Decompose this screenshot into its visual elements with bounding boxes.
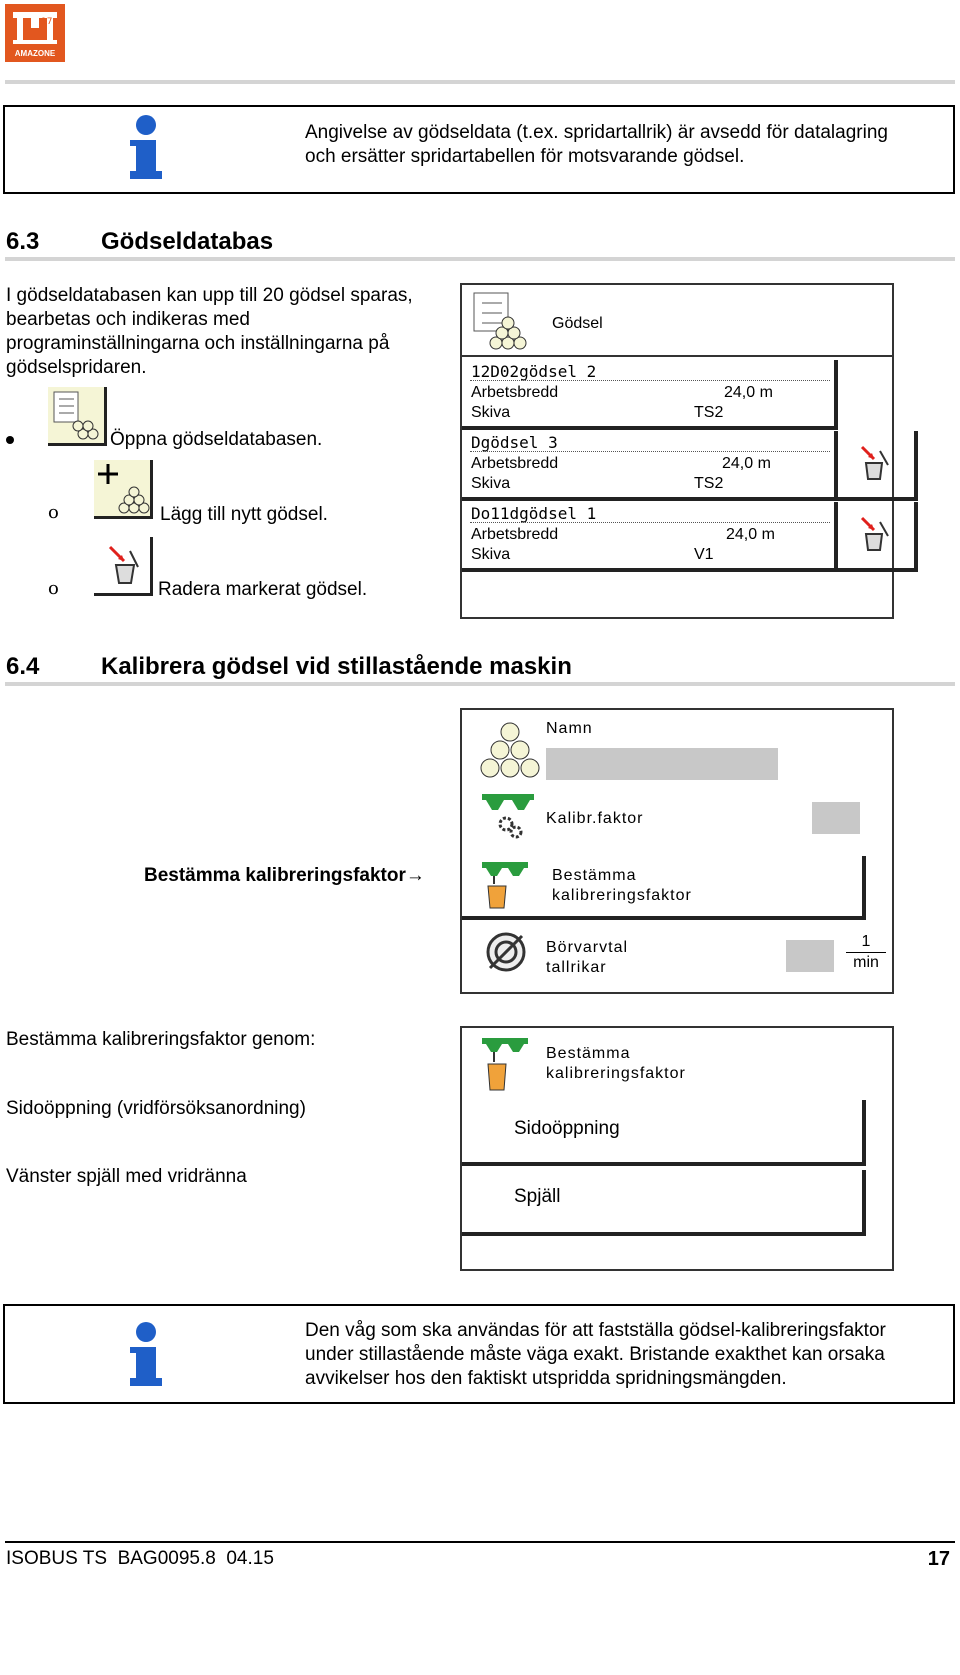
fertilizer-database-screen [460, 283, 894, 619]
fertilizer-icon [480, 718, 540, 780]
logo-text: AMAZONE [14, 49, 56, 58]
spreader-bucket-icon [480, 1034, 530, 1094]
footer-document-id: ISOBUS TS BAG0095.8 04.15 [6, 1548, 274, 1569]
name-field[interactable] [546, 748, 778, 780]
database-icon [468, 289, 538, 351]
section-rule-6-4 [5, 682, 955, 686]
svg-text:17: 17 [41, 17, 53, 27]
info-text-1: Angivelse av gödseldata (t.ex. spridartallrik) är avsedd för datalagring och ersätter spridartabellen för motsvarande gödsel. [305, 122, 888, 167]
delete-icon [858, 514, 898, 554]
disc-value: TS2 [694, 404, 724, 421]
info-icon [128, 1322, 164, 1388]
info-box-2 [3, 1304, 955, 1404]
width-value: 24,0 m [724, 384, 773, 401]
width-label: Arbetsbredd [471, 455, 559, 472]
section-heading-6-3: 6.3 Gödseldatabas [6, 228, 274, 255]
disc-speed-icon [484, 930, 528, 974]
method-intro: Bestämma kalibreringsfaktor genom: [6, 1029, 316, 1050]
header-rule [5, 80, 955, 84]
slide-label: Spjäll [514, 1186, 561, 1207]
add-fertilizer-icon [94, 460, 153, 519]
delete-fertilizer-label: Radera markerat gödsel. [158, 579, 368, 600]
section-heading-6-4: 6.4 Kalibrera gödsel vid stillastående maskin [6, 653, 572, 680]
width-label: Arbetsbredd [471, 384, 559, 401]
speed-line-2: tallrikar [546, 959, 607, 976]
amazone-logo [5, 4, 65, 62]
method-header-line-2: kalibreringsfaktor [546, 1065, 686, 1082]
calibration-factor-field[interactable] [812, 802, 860, 834]
page-number: 17 [927, 1548, 950, 1570]
calibration-screen [460, 708, 894, 994]
fertilizer-entry[interactable]: 12D02gödsel 2 Arbetsbredd 24,0 m Skiva TS2 [462, 360, 838, 430]
disc-label: Skiva [471, 546, 511, 563]
info-text-2: Den våg som ska användas för att fastställa gödsel-kalibreringsfaktor under stillastående måste väga exakt. Bristande exakthet kan orsaka avvikelser hos den faktiskt utspridda spridningsmängden. [305, 1320, 886, 1389]
method-header-line-1: Bestämma [546, 1045, 631, 1062]
disc-value: TS2 [694, 475, 724, 492]
delete-icon [858, 443, 898, 483]
determine-line-1: Bestämma [552, 867, 637, 884]
spreader-calibration-icon [480, 790, 536, 840]
open-database-label: Öppna gödseldatabasen. [110, 429, 323, 450]
width-value: 24,0 m [726, 526, 775, 543]
side-opening-button[interactable] [462, 1100, 866, 1166]
info-icon [128, 115, 164, 181]
delete-button[interactable] [838, 431, 918, 501]
sub-bullet: o [48, 578, 59, 599]
speed-unit: 1 min [846, 932, 886, 973]
fertilizer-entry[interactable]: Dgödsel 3 Arbetsbredd 24,0 m Skiva TS2 [462, 431, 838, 501]
screen-title: Gödsel [552, 315, 603, 332]
footer-rule [5, 1541, 955, 1543]
determine-calibration-button[interactable] [462, 856, 866, 920]
disc-label: Skiva [471, 404, 511, 421]
section-6-3-intro: I gödseldatabasen kan upp till 20 gödsel sparas, bearbetas och indikeras med programinställningarna och inställningarna på gödselspridaren. [6, 285, 413, 378]
calibration-method-screen [460, 1026, 894, 1271]
method-slide: Vänster spjäll med vridränna [6, 1166, 247, 1187]
calibration-factor-label: Kalibr.faktor [546, 810, 644, 827]
sub-bullet: o [48, 502, 59, 523]
database-icon [48, 387, 107, 446]
spreader-bucket-icon [480, 860, 530, 912]
determine-calibration-label: Bestämma kalibreringsfaktor→ [144, 865, 425, 886]
speed-line-1: Börvarvtal [546, 939, 629, 956]
bullet [6, 436, 14, 444]
determine-line-2: kalibreringsfaktor [552, 887, 692, 904]
side-opening-label: Sidoöppning [514, 1118, 620, 1139]
disc-speed-field[interactable] [786, 940, 834, 972]
width-label: Arbetsbredd [471, 526, 559, 543]
section-rule-6-3 [5, 257, 955, 261]
delete-fertilizer-icon [94, 537, 153, 596]
screen-header [462, 285, 892, 357]
info-box-1 [3, 105, 955, 194]
slide-button[interactable] [462, 1170, 866, 1236]
disc-value: V1 [694, 546, 714, 563]
width-value: 24,0 m [722, 455, 771, 472]
add-fertilizer-label: Lägg till nytt gödsel. [160, 504, 328, 525]
name-label: Namn [546, 720, 593, 737]
delete-button[interactable] [838, 502, 918, 572]
method-side-opening: Sidoöppning (vridförsöksanordning) [6, 1098, 306, 1119]
disc-label: Skiva [471, 475, 511, 492]
fertilizer-entry[interactable]: Do11dgödsel 1 Arbetsbredd 24,0 m Skiva V1 [462, 502, 838, 572]
